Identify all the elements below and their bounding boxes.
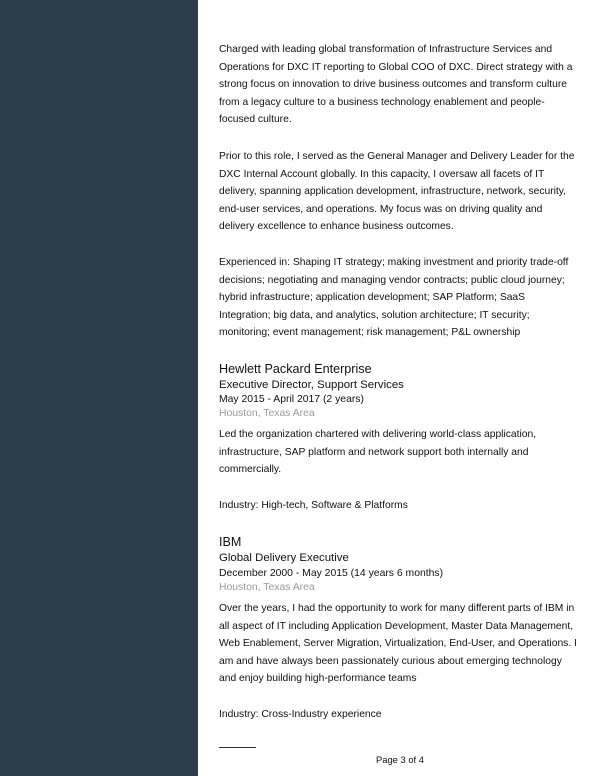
company-name: Hewlett Packard Enterprise (219, 362, 372, 376)
sidebar-panel (0, 0, 198, 776)
job-dates: December 2000 - May 2015 (14 years 6 months) (219, 568, 444, 579)
job-description: Led the organization chartered with delivering world-class application, infrastructure, SAP platform and network support both internally and commercially. (219, 429, 537, 476)
company-name: IBM (219, 535, 242, 549)
footer-divider (219, 747, 256, 748)
intro-paragraph: Charged with leading global transformation of Infrastructure Services and Operations for DXC IT reporting to Global COO of DXC. Direct strategy with a strong focus on innovation to drive business outcomes and transform culture from a legacy culture to a business technology enablement and people-focused culture. (219, 44, 573, 126)
job-dates: May 2015 - April 2017 (2 years) (219, 394, 364, 405)
job-location: Houston, Texas Area (219, 582, 315, 593)
intro-paragraph: Experienced in: Shaping IT strategy; making investment and priority trade-off decisions; negotiating and managing vendor contracts; public cloud journey; hybrid infrastructure; application development; SAP Platform; SaaS Integration; big data, and analytics, solution architecture; IT security; monitoring; event management; risk management; P&L ownership (219, 257, 569, 339)
page-number: Page 3 of 4 (376, 754, 424, 765)
job-title: Global Delivery Executive (219, 552, 349, 564)
job-title: Executive Director, Support Services (219, 379, 404, 391)
intro-paragraph: Prior to this role, I served as the General Manager and Delivery Leader for the DXC Internal Account globally. In this capacity, I oversaw all facets of IT delivery, spanning application development, infrastructure, network, security, end-user services, and operations. My focus was on driving quality and delivery excellence to enhance business outcomes. (219, 151, 575, 233)
job-industry: Industry: Cross-Industry experience (219, 709, 382, 720)
job-location: Houston, Texas Area (219, 408, 315, 419)
job-industry: Industry: High-tech, Software & Platforms (219, 500, 408, 511)
job-description: Over the years, I had the opportunity to work for many different parts of IBM in all aspect of IT including Application Development, Master Data Management, Web Enablement, Server Migration, Virtualization, End-User, and Operations. I am and have always been passionately curious about emerging technology and enjoy building high-performance teams (219, 603, 577, 685)
